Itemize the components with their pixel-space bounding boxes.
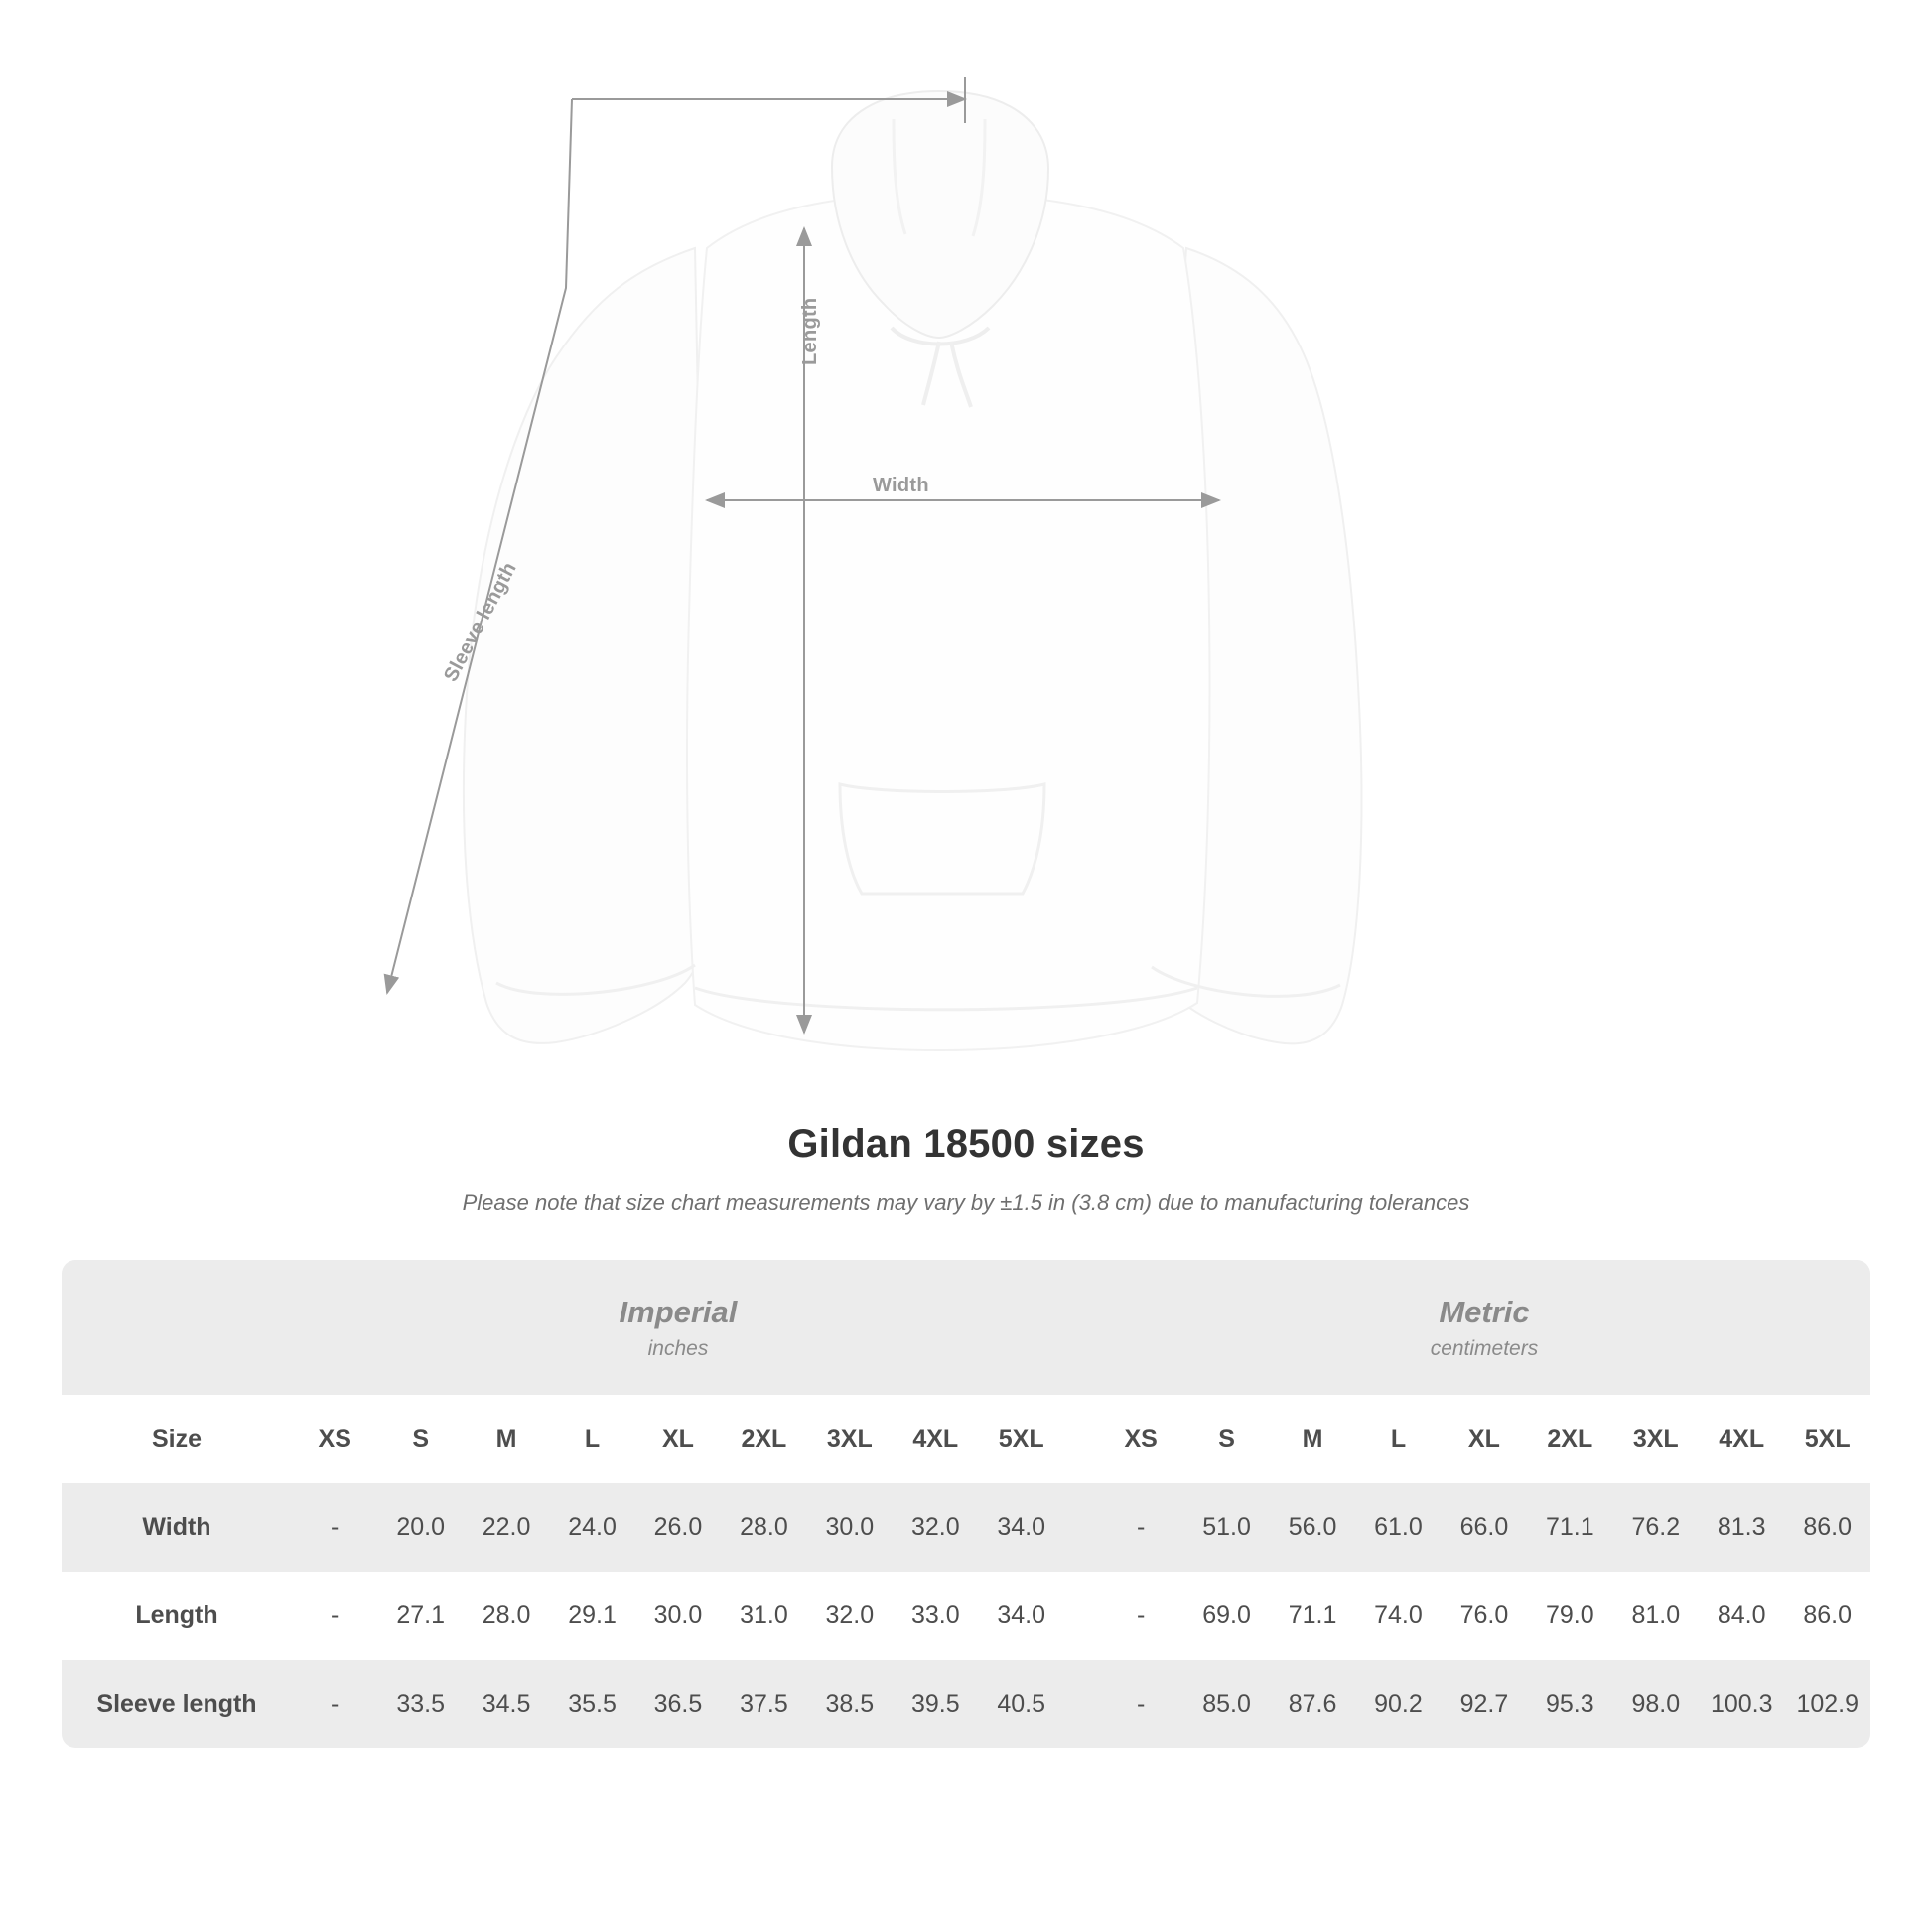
size-header-imperial-xs: XS bbox=[292, 1395, 377, 1483]
label-width: Width bbox=[873, 475, 929, 496]
tolerance-note: Please note that size chart measurements may vary by ±1.5 in (3.8 cm) due to manufacturing tolerances bbox=[462, 1190, 1470, 1215]
cell-width-metric-s: 51.0 bbox=[1183, 1483, 1269, 1572]
cell-sleeve-imperial-2xl: 37.5 bbox=[721, 1660, 806, 1748]
cell-length-metric-l: 74.0 bbox=[1355, 1572, 1441, 1660]
cell-length-imperial-5xl: 34.0 bbox=[979, 1572, 1064, 1660]
cell-width-metric-2xl: 71.1 bbox=[1527, 1483, 1612, 1572]
cell-length-metric-s: 69.0 bbox=[1183, 1572, 1269, 1660]
cell-sleeve-imperial-l: 35.5 bbox=[549, 1660, 634, 1748]
size-header-metric-l: L bbox=[1355, 1395, 1441, 1483]
label-length: Length bbox=[799, 297, 821, 365]
cell-width-metric-xs: - bbox=[1098, 1483, 1183, 1572]
cell-length-imperial-xs: - bbox=[292, 1572, 377, 1660]
unit-group-metric-sub: centimeters bbox=[1430, 1336, 1539, 1360]
cell-width-imperial-2xl: 28.0 bbox=[721, 1483, 806, 1572]
cell-sleeve-gap bbox=[1064, 1660, 1098, 1748]
cell-width-imperial-xl: 26.0 bbox=[635, 1483, 721, 1572]
unit-group-imperial bbox=[292, 1260, 1064, 1395]
size-header-gap bbox=[1064, 1395, 1098, 1483]
unit-group-metric bbox=[1098, 1260, 1870, 1395]
cell-width-imperial-s: 20.0 bbox=[377, 1483, 463, 1572]
cell-width-imperial-5xl: 34.0 bbox=[979, 1483, 1064, 1572]
cell-width-imperial-xs: - bbox=[292, 1483, 377, 1572]
size-header-imperial-s: S bbox=[377, 1395, 463, 1483]
hoodie-shape bbox=[464, 91, 1362, 1050]
cell-width-metric-xl: 66.0 bbox=[1442, 1483, 1527, 1572]
unit-group-imperial-sub: inches bbox=[647, 1336, 709, 1360]
table-row bbox=[62, 1572, 1870, 1660]
size-header-metric-4xl: 4XL bbox=[1699, 1395, 1784, 1483]
cell-length-metric-3xl: 81.0 bbox=[1613, 1572, 1699, 1660]
label-sleeve-length: Sleeve length bbox=[440, 558, 521, 686]
size-header-imperial-3xl: 3XL bbox=[807, 1395, 893, 1483]
cell-sleeve-metric-4xl: 100.3 bbox=[1699, 1660, 1784, 1748]
size-header-imperial-xl: XL bbox=[635, 1395, 721, 1483]
size-header-metric-5xl: 5XL bbox=[1784, 1395, 1870, 1483]
cell-length-metric-m: 71.1 bbox=[1270, 1572, 1355, 1660]
cell-sleeve-imperial-3xl: 38.5 bbox=[807, 1660, 893, 1748]
cell-width-gap bbox=[1064, 1483, 1098, 1572]
cell-sleeve-imperial-m: 34.5 bbox=[464, 1660, 549, 1748]
cell-sleeve-imperial-xs: - bbox=[292, 1660, 377, 1748]
cell-sleeve-metric-5xl: 102.9 bbox=[1784, 1660, 1870, 1748]
cell-length-metric-5xl: 86.0 bbox=[1784, 1572, 1870, 1660]
cell-sleeve-metric-2xl: 95.3 bbox=[1527, 1660, 1612, 1748]
cell-width-metric-5xl: 86.0 bbox=[1784, 1483, 1870, 1572]
unit-group-row bbox=[62, 1260, 1870, 1395]
cell-sleeve-metric-l: 90.2 bbox=[1355, 1660, 1441, 1748]
cell-length-imperial-m: 28.0 bbox=[464, 1572, 549, 1660]
cell-sleeve-metric-s: 85.0 bbox=[1183, 1660, 1269, 1748]
cell-length-imperial-xl: 30.0 bbox=[635, 1572, 721, 1660]
unit-group-gap bbox=[1064, 1260, 1098, 1395]
size-header-imperial-m: M bbox=[464, 1395, 549, 1483]
cell-sleeve-metric-xl: 92.7 bbox=[1442, 1660, 1527, 1748]
size-header-imperial-5xl: 5XL bbox=[979, 1395, 1064, 1483]
size-header-metric-3xl: 3XL bbox=[1613, 1395, 1699, 1483]
cell-width-metric-4xl: 81.3 bbox=[1699, 1483, 1784, 1572]
cell-sleeve-metric-m: 87.6 bbox=[1270, 1660, 1355, 1748]
cell-width-metric-3xl: 76.2 bbox=[1613, 1483, 1699, 1572]
cell-length-gap bbox=[1064, 1572, 1098, 1660]
size-header-metric-s: S bbox=[1183, 1395, 1269, 1483]
size-header-imperial-l: L bbox=[549, 1395, 634, 1483]
cell-sleeve-imperial-xl: 36.5 bbox=[635, 1660, 721, 1748]
row-label-sleeve-length: Sleeve length bbox=[62, 1660, 292, 1748]
page-title: Gildan 18500 sizes bbox=[787, 1122, 1145, 1166]
cell-length-metric-2xl: 79.0 bbox=[1527, 1572, 1612, 1660]
cell-width-metric-l: 61.0 bbox=[1355, 1483, 1441, 1572]
size-header-imperial-2xl: 2XL bbox=[721, 1395, 806, 1483]
cell-length-metric-xl: 76.0 bbox=[1442, 1572, 1527, 1660]
row-label-width: Width bbox=[62, 1483, 292, 1572]
size-table bbox=[62, 1260, 1870, 1748]
cell-sleeve-imperial-4xl: 39.5 bbox=[893, 1660, 978, 1748]
cell-length-metric-4xl: 84.0 bbox=[1699, 1572, 1784, 1660]
cell-sleeve-imperial-5xl: 40.5 bbox=[979, 1660, 1064, 1748]
table-row bbox=[62, 1483, 1870, 1572]
size-header-metric-2xl: 2XL bbox=[1527, 1395, 1612, 1483]
size-table-wrapper bbox=[62, 1260, 1870, 1748]
row-label-length: Length bbox=[62, 1572, 292, 1660]
size-header-imperial-4xl: 4XL bbox=[893, 1395, 978, 1483]
size-header-label: Size bbox=[62, 1395, 292, 1483]
cell-width-imperial-l: 24.0 bbox=[549, 1483, 634, 1572]
cell-length-imperial-4xl: 33.0 bbox=[893, 1572, 978, 1660]
cell-width-imperial-m: 22.0 bbox=[464, 1483, 549, 1572]
cell-length-imperial-s: 27.1 bbox=[377, 1572, 463, 1660]
unit-group-metric-title: Metric bbox=[1439, 1295, 1530, 1329]
table-row bbox=[62, 1660, 1870, 1748]
cell-length-imperial-2xl: 31.0 bbox=[721, 1572, 806, 1660]
unit-group-imperial-title: Imperial bbox=[619, 1295, 738, 1329]
cell-length-metric-xs: - bbox=[1098, 1572, 1183, 1660]
cell-length-imperial-3xl: 32.0 bbox=[807, 1572, 893, 1660]
cell-sleeve-imperial-s: 33.5 bbox=[377, 1660, 463, 1748]
unit-group-spacer bbox=[62, 1260, 292, 1395]
cell-width-metric-m: 56.0 bbox=[1270, 1483, 1355, 1572]
cell-width-imperial-3xl: 30.0 bbox=[807, 1483, 893, 1572]
size-header-row bbox=[62, 1395, 1870, 1483]
cell-width-imperial-4xl: 32.0 bbox=[893, 1483, 978, 1572]
cell-sleeve-metric-xs: - bbox=[1098, 1660, 1183, 1748]
size-header-metric-m: M bbox=[1270, 1395, 1355, 1483]
cell-sleeve-metric-3xl: 98.0 bbox=[1613, 1660, 1699, 1748]
size-header-metric-xl: XL bbox=[1442, 1395, 1527, 1483]
cell-length-imperial-l: 29.1 bbox=[549, 1572, 634, 1660]
size-header-metric-xs: XS bbox=[1098, 1395, 1183, 1483]
